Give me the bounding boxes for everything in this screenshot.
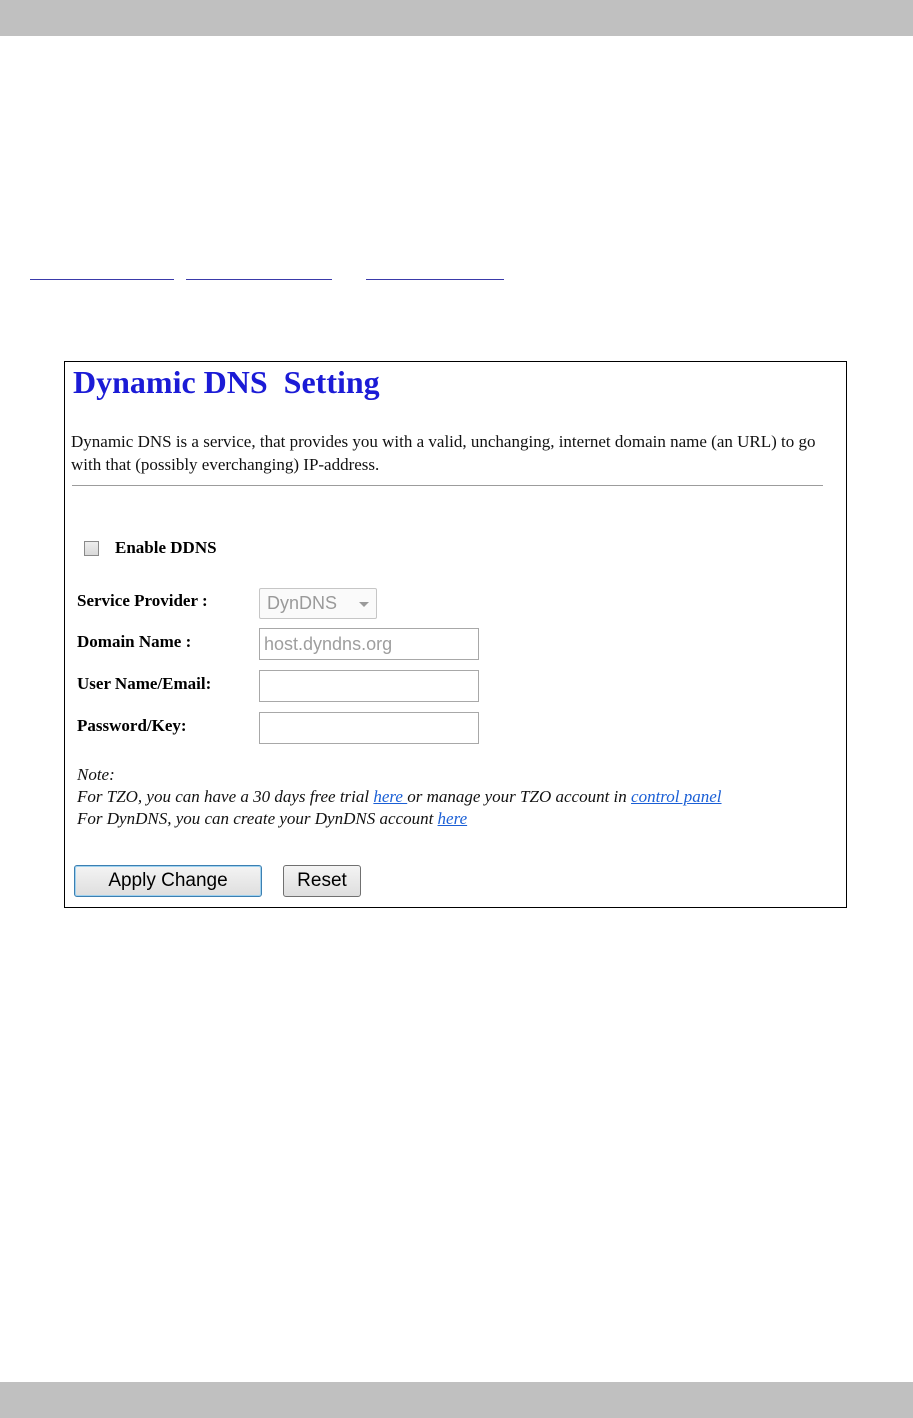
note-line-tzo [77, 786, 722, 808]
password-label: Password/Key: [77, 716, 187, 735]
domain-name-placeholder: host.dyndns.org [264, 634, 393, 654]
enable-ddns-row [84, 538, 217, 558]
dyndns-account-link[interactable]: here [437, 809, 468, 828]
user-name-input[interactable] [259, 670, 479, 702]
domain-name-label: Domain Name : [77, 632, 192, 651]
service-provider-value: DynDNS [267, 593, 338, 613]
tzo-control-panel-link[interactable]: control panel [631, 787, 722, 806]
service-provider-label: Service Provider : [77, 591, 208, 610]
user-name-label: User Name/Email: [77, 674, 212, 693]
document-rule [186, 279, 332, 280]
note-heading: Note: [77, 765, 115, 784]
domain-name-input[interactable] [259, 628, 479, 660]
document-rule [30, 279, 174, 280]
reset-button[interactable]: Reset [283, 865, 361, 897]
password-input[interactable] [259, 712, 479, 744]
note-block [77, 764, 722, 830]
chevron-down-icon [359, 602, 369, 607]
page-title: Dynamic DNS Setting [73, 364, 380, 400]
service-provider-select[interactable] [259, 588, 377, 619]
ddns-settings-panel [64, 361, 847, 908]
enable-ddns-checkbox[interactable] [84, 541, 99, 556]
header-band [0, 0, 913, 36]
enable-ddns-label: Enable DDNS [115, 538, 217, 557]
footer-band [0, 1382, 913, 1418]
tzo-trial-link[interactable]: here [373, 787, 408, 806]
note-dyndns-prefix: For DynDNS, you can create your DynDNS account [77, 809, 438, 828]
divider [72, 485, 823, 486]
document-rule [366, 279, 504, 280]
note-tzo-middle: or manage your TZO account in [407, 787, 632, 806]
description-text: Dynamic DNS is a service, that provides you with a valid, unchanging, internet domain name (an URL) to go with that (possibly everchanging) IP-address. [71, 432, 816, 474]
note-tzo-prefix: For TZO, you can have a 30 days free trial [77, 787, 374, 806]
note-line-dyndns [77, 808, 722, 830]
apply-change-button[interactable]: Apply Change [74, 865, 262, 897]
